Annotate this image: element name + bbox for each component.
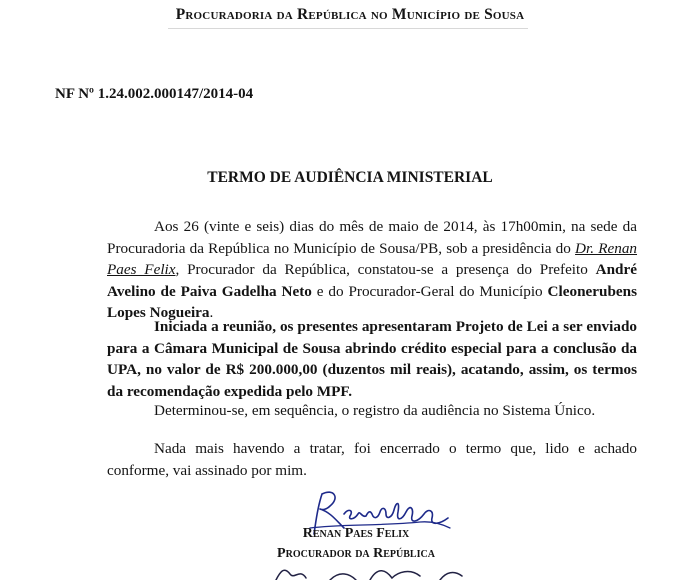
- paragraph-meeting: [107, 316, 637, 402]
- paragraph-registration-text: Determinou-se, em sequência, o registro da audiência no Sistema Único.: [154, 402, 596, 419]
- paragraph-meeting-text: Iniciada a reunião, os presentes apresentaram Projeto de Lei a ser enviado para a Câmara Municipal de Sousa abrindo crédito especial para a conclusão da UPA, no valor de R$ 200.000,00 (duzentos mil reais), acatando, assim, os termos da recomendação expedida pelo MPF.: [107, 318, 637, 400]
- paragraph-closing: [107, 438, 637, 481]
- header-divider: [168, 28, 528, 29]
- second-signature-fragment: [270, 560, 470, 580]
- paragraph-opening-mid2: e do Procurador-Geral do Município: [311, 282, 548, 300]
- paragraph-opening: [107, 216, 637, 324]
- reference-number: NF Nº 1.24.002.000147/2014-04: [55, 86, 254, 102]
- paragraph-opening-end: .: [209, 304, 214, 321]
- mayor-name: André Avelino de Paiva Gadelha Neto: [107, 261, 637, 300]
- presiding-prosecutor-name: Dr. Renan Paes Felix: [107, 239, 638, 278]
- document-title: TERMO DE AUDIÊNCIA MINISTERIAL: [207, 169, 493, 186]
- paragraph-registration: [107, 400, 637, 422]
- signatory-role: Procurador da República: [277, 546, 435, 561]
- municipal-attorney-name: Cleonerubens Lopes Nogueira: [107, 282, 637, 321]
- paragraph-opening-mid1: , Procurador da República, constatou-se a presença do Prefeito: [175, 261, 596, 278]
- page-header: Procuradoria da República no Município de Sousa: [175, 6, 525, 23]
- paragraph-opening-intro: Aos 26 (vinte e seis) dias do mês de maio de 2014, às 17h00min, na sede da Procuradoria da República no Município de Sousa/PB, sob a presidência do: [107, 218, 637, 257]
- signatory-name: Renan Paes Felix: [302, 526, 410, 541]
- paragraph-closing-text: Nada mais havendo a tratar, foi encerrado o termo que, lido e achado conforme, vai assinado por mim.: [107, 440, 637, 479]
- second-signature-stroke: [276, 570, 462, 580]
